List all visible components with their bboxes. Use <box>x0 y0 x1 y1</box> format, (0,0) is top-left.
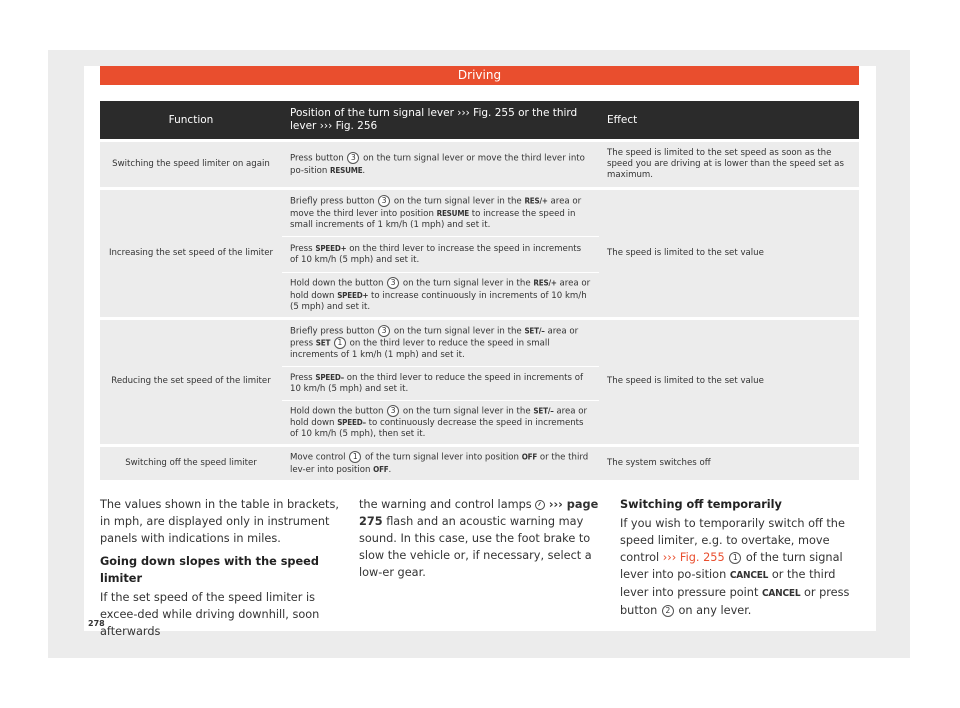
subheading: Switching off temporarily <box>620 498 782 511</box>
paragraph <box>620 515 860 619</box>
table-row-resume <box>100 141 859 189</box>
subheading: Going down slopes with the speed limiter <box>100 555 319 585</box>
text: Hold down the button <box>290 278 384 289</box>
effect-cell: The speed is limited to the set speed as soon as the speed you are driving at is lower than the speed set as maximum. <box>599 141 859 189</box>
text: or the third lev-er into position <box>290 452 589 475</box>
position-cell <box>282 366 599 400</box>
text: area or hold down <box>290 278 591 301</box>
function-cell: Increasing the set speed of the limiter <box>100 189 282 319</box>
text: on the third lever to increase the speed in increments of 10 km/h (5 mph) and set it. <box>290 244 582 265</box>
text: Hold down the button <box>290 406 384 416</box>
text: or press button <box>620 586 850 617</box>
keyword-speed-plus: SPEED+ <box>315 244 347 253</box>
number-badge-3: 3 <box>387 405 399 417</box>
table-row-off <box>100 446 859 480</box>
text: on the turn signal lever in the <box>402 406 531 416</box>
keyword-set: SET <box>315 338 331 348</box>
page-number: 278 <box>88 619 105 628</box>
text: area or press <box>290 326 579 349</box>
body-column-1 <box>100 496 340 646</box>
page-reference-link[interactable]: ››› page 275 <box>359 498 599 528</box>
text: If you wish to temporarily switch off the speed limiter, e.g. to overtake, move control <box>620 517 845 564</box>
keyword-set-minus: SET/– <box>524 326 545 335</box>
keyword-res-plus: RES/+ <box>533 278 557 288</box>
keyword-speed-minus: SPEED– <box>337 418 366 427</box>
text: or the third lever into pressure point <box>620 568 836 599</box>
text: Press <box>290 244 313 254</box>
text: Move control <box>290 452 346 463</box>
number-badge-3: 3 <box>378 325 390 337</box>
position-cell: Press button 3 on the turn signal lever or move the third lever into po-sition RESUME. <box>282 141 599 189</box>
number-badge-2: 2 <box>662 605 674 617</box>
text: Press <box>290 372 313 383</box>
text: area or hold down <box>290 406 588 428</box>
position-cell <box>282 273 599 319</box>
function-cell: Switching the speed limiter on again <box>100 141 282 189</box>
text: on the third lever to reduce the speed in increments of 10 km/h (5 mph) and set it. <box>290 372 584 394</box>
text: on the third lever to reduce the speed in small increments of 1 km/h (1 mph) and set it. <box>290 338 550 360</box>
text: on the turn signal lever in the <box>402 278 531 289</box>
text: Press button <box>290 153 344 164</box>
paragraph: The values shown in the table in brackets, in mph, are displayed only in instrument panels with indications in miles. <box>100 498 339 545</box>
keyword-speed-minus: SPEED– <box>315 372 345 382</box>
keyword-speed-plus: SPEED+ <box>337 290 369 300</box>
keyword-cancel: CANCEL <box>761 588 801 599</box>
speedometer-icon <box>535 500 545 510</box>
body-column-2 <box>359 496 599 587</box>
position-cell <box>282 318 599 366</box>
speed-limiter-table <box>100 101 859 480</box>
effect-cell: The speed is limited to the set value <box>599 318 859 446</box>
keyword-set-minus: SET/– <box>533 406 554 415</box>
section-header: Driving <box>100 66 859 85</box>
position-cell <box>282 237 599 273</box>
body-column-3 <box>620 496 860 625</box>
position-cell <box>282 189 599 237</box>
text: on the turn signal lever or move the third lever into po-sition <box>290 153 585 176</box>
effect-cell: The speed is limited to the set value <box>599 189 859 319</box>
header-position: Position of the turn signal lever ››› Fig. 255 or the third lever ››› Fig. 256 <box>282 101 599 141</box>
effect-cell: The system switches off <box>599 446 859 480</box>
figure-reference-link[interactable]: ››› Fig. 255 <box>662 551 725 564</box>
function-cell: Switching off the speed limiter <box>100 446 282 480</box>
text: to increase continuously in increments of 10 km/h (5 mph) and set it. <box>290 290 587 312</box>
table-row-increase <box>100 189 859 237</box>
table-row-reduce <box>100 318 859 366</box>
keyword-cancel: CANCEL <box>729 570 769 581</box>
position-cell: Move control 1 of the turn signal lever into position OFF or the third lev-er into position OFF. <box>282 446 599 480</box>
number-badge-3: 3 <box>387 277 399 289</box>
text: the warning and control lamps <box>359 498 532 511</box>
text: of the turn signal lever into po-sition <box>620 551 843 581</box>
keyword-off: OFF <box>521 452 538 462</box>
number-badge-1: 1 <box>334 337 346 349</box>
text: to increase the speed in small increments of 1 km/h (1 mph) and set it. <box>290 208 576 230</box>
text: flash and an acoustic warning may sound. In this case, use the foot brake to slow the vehicle or, if necessary, select a low-er gear. <box>359 515 592 579</box>
text: of the turn signal lever into position <box>365 452 519 463</box>
text: to continuously decrease the speed in increments of 10 km/h (5 mph), then set it. <box>290 418 584 439</box>
text: on the turn signal lever in the <box>393 196 522 207</box>
text: on the turn signal lever in the <box>393 326 522 336</box>
header-function: Function <box>100 101 282 141</box>
text: area or move the third lever into position <box>290 196 582 219</box>
paragraph: If the set speed of the speed limiter is excee-ded while driving downhill, soon afterwards <box>100 591 320 638</box>
header-effect: Effect <box>599 101 859 141</box>
table-header-row <box>100 101 859 141</box>
number-badge-3: 3 <box>347 152 359 164</box>
text: on any lever. <box>678 604 752 617</box>
position-cell <box>282 400 599 446</box>
number-badge-1: 1 <box>349 451 361 463</box>
paragraph <box>359 496 599 581</box>
keyword-res-plus: RES/+ <box>524 196 548 206</box>
text: Briefly press button <box>290 196 375 207</box>
keyword-resume: RESUME <box>330 165 363 175</box>
function-cell: Reducing the set speed of the limiter <box>100 318 282 446</box>
keyword-resume: RESUME <box>436 208 469 218</box>
number-badge-3: 3 <box>378 195 390 207</box>
text: Briefly press button <box>290 326 375 336</box>
keyword-off: OFF <box>373 464 389 474</box>
number-badge-1: 1 <box>729 552 741 564</box>
